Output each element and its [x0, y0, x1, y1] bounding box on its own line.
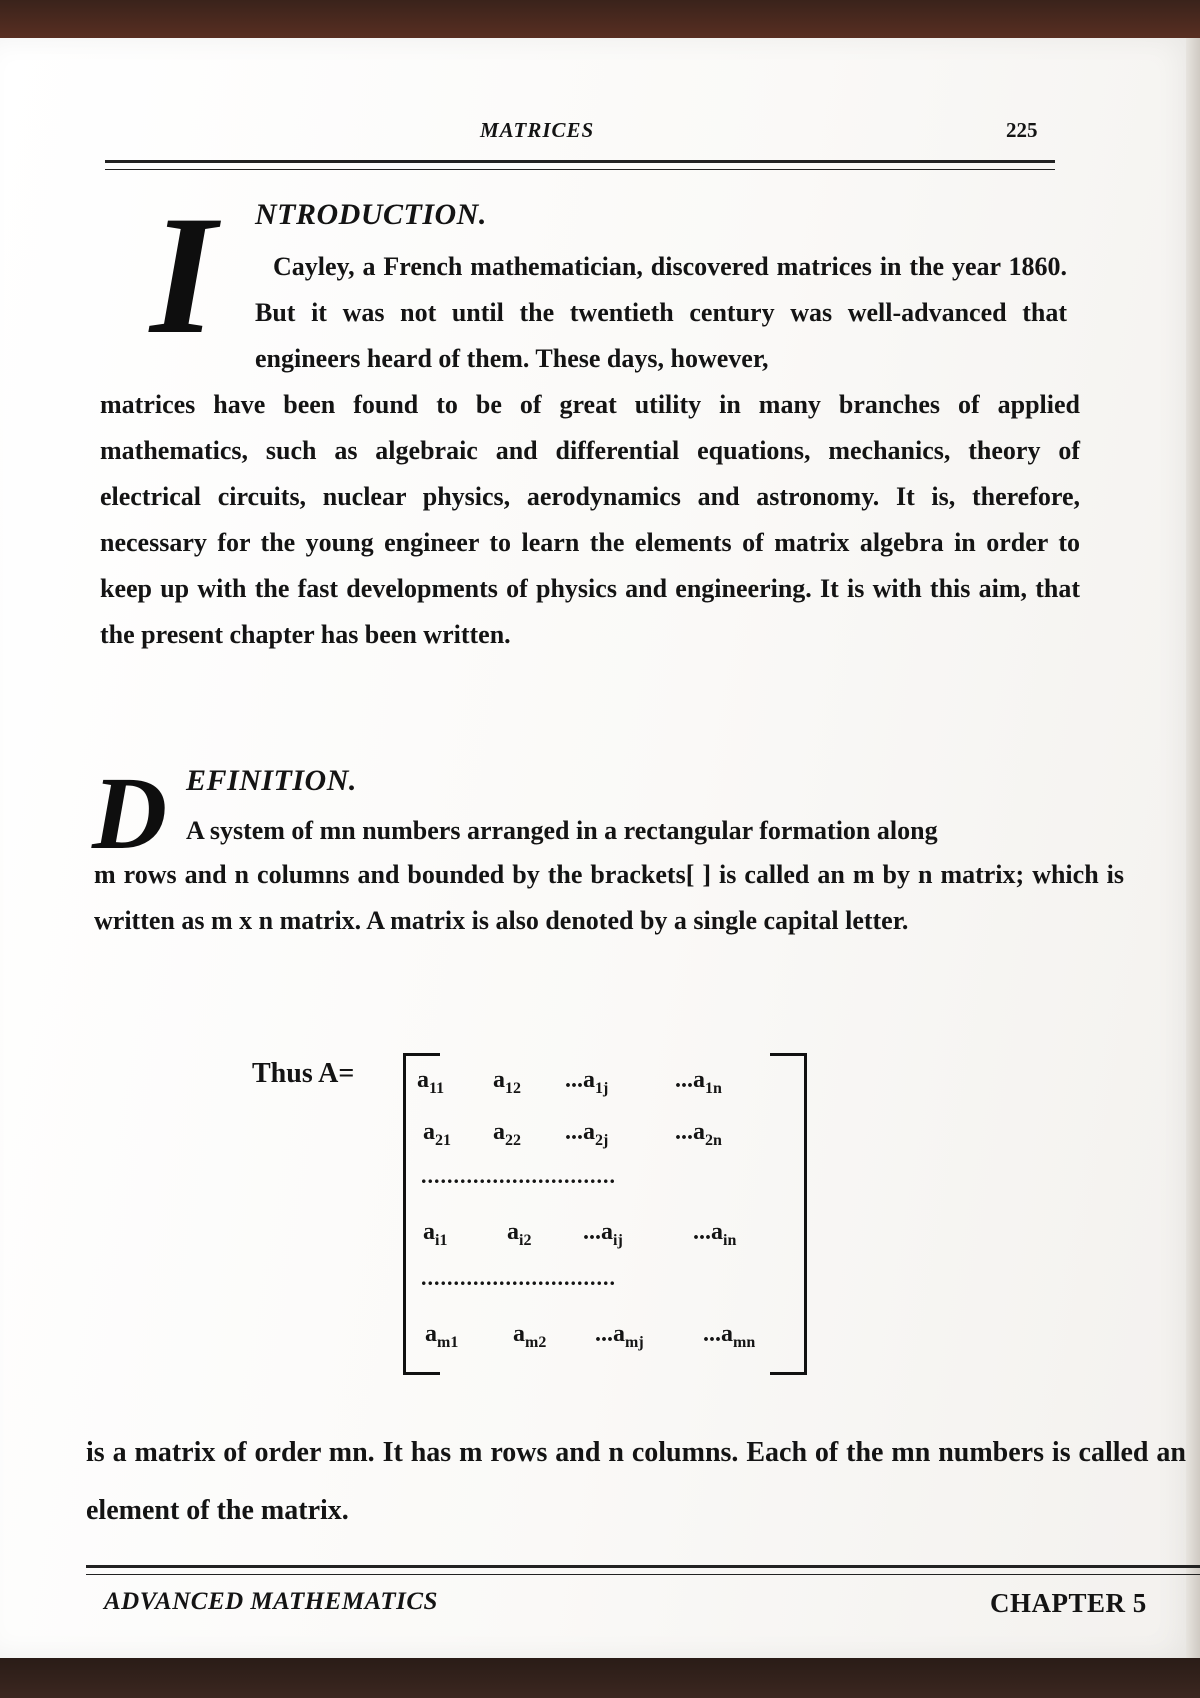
matrix-element: $a_{11}$	[417, 1067, 445, 1097]
matrix-element: $a_{i2}$	[507, 1219, 532, 1249]
definition-text-post: ; which is written as m x n matrix. A matrix is also denoted by a single capital letter.	[94, 860, 1125, 935]
header-rule	[105, 160, 1055, 170]
matrix	[403, 1053, 807, 1371]
running-header-title: MATRICES	[480, 118, 595, 142]
intro-drop-cap: I	[150, 181, 217, 369]
matrix-element: $a_{21}$	[423, 1119, 451, 1149]
after-matrix-paragraph: is a matrix of order mn. It has m rows and n columns. Each of the mn numbers is called an element of the matrix.	[86, 1437, 1186, 1526]
page-right-edge	[1186, 38, 1200, 1658]
introduction-heading: NTRODUCTION.	[255, 198, 487, 231]
matrix-element: $...a_{in}$	[693, 1219, 737, 1249]
page-number: 225	[1006, 118, 1038, 142]
matrix-element: $...a_{ij}$	[583, 1219, 623, 1249]
matrix-element: $a_{m2}$	[513, 1321, 547, 1351]
page-bottom-edge	[0, 1658, 1200, 1698]
definition-first-line: A system of mn numbers arranged in a rectangular formation along	[186, 816, 938, 845]
matrix-element: $...a_{2n}$	[675, 1119, 722, 1149]
matrix-element: $...a_{1n}$	[675, 1067, 722, 1097]
matrix-ellipsis-row: ..............................	[421, 1163, 616, 1188]
footer-chapter: CHAPTER 5	[990, 1588, 1147, 1618]
introduction-paragraph-start: Cayley, a French mathematician, discovered matrices in the year 1860. But it was not until the twentieth century was well-advanced that engineers heard of them. These days, however,	[255, 252, 1067, 373]
page-top-edge	[0, 0, 1200, 40]
matrix-element: $...a_{mj}$	[595, 1321, 644, 1351]
matrix-element: $...a_{mn}$	[703, 1321, 756, 1351]
matrix-element: $a_{i1}$	[423, 1219, 448, 1249]
matrix-element: $a_{22}$	[493, 1119, 521, 1149]
definition-heading: EFINITION.	[186, 764, 357, 797]
matrix-element: $a_{m1}$	[425, 1321, 459, 1351]
definition-text-pre: m rows and n columns and bounded by the brackets[ ] is called an m by n	[94, 860, 933, 889]
matrix-element: $...a_{1j}$	[565, 1067, 609, 1097]
footer-rule	[86, 1565, 1200, 1575]
introduction-paragraph-rest: matrices have been found to be of great utility in many branches of applied mathematics, such as algebraic and differential equations, mechanics, theory of electrical circuits, nuclear physics, aerodynamics and astronomy. It is, therefore, necessary for the young engineer to learn the elements of matrix algebra in order to keep up with the fast developments of physics and engineering. It is with this aim, that the present chapter has been written.	[100, 390, 1080, 649]
matrix-right-bracket	[770, 1053, 807, 1375]
footer-book-title: ADVANCED MATHEMATICS	[104, 1588, 438, 1615]
definition-drop-cap: D	[92, 756, 168, 871]
matrix-element: $...a_{2j}$	[565, 1119, 609, 1149]
definition-paragraph	[94, 852, 1124, 944]
matrix-label: Thus A=	[252, 1058, 355, 1089]
matrix-element: $a_{12}$	[493, 1067, 521, 1097]
matrix-ellipsis-row: ..............................	[421, 1265, 616, 1290]
definition-bold-term: matrix	[940, 860, 1016, 889]
